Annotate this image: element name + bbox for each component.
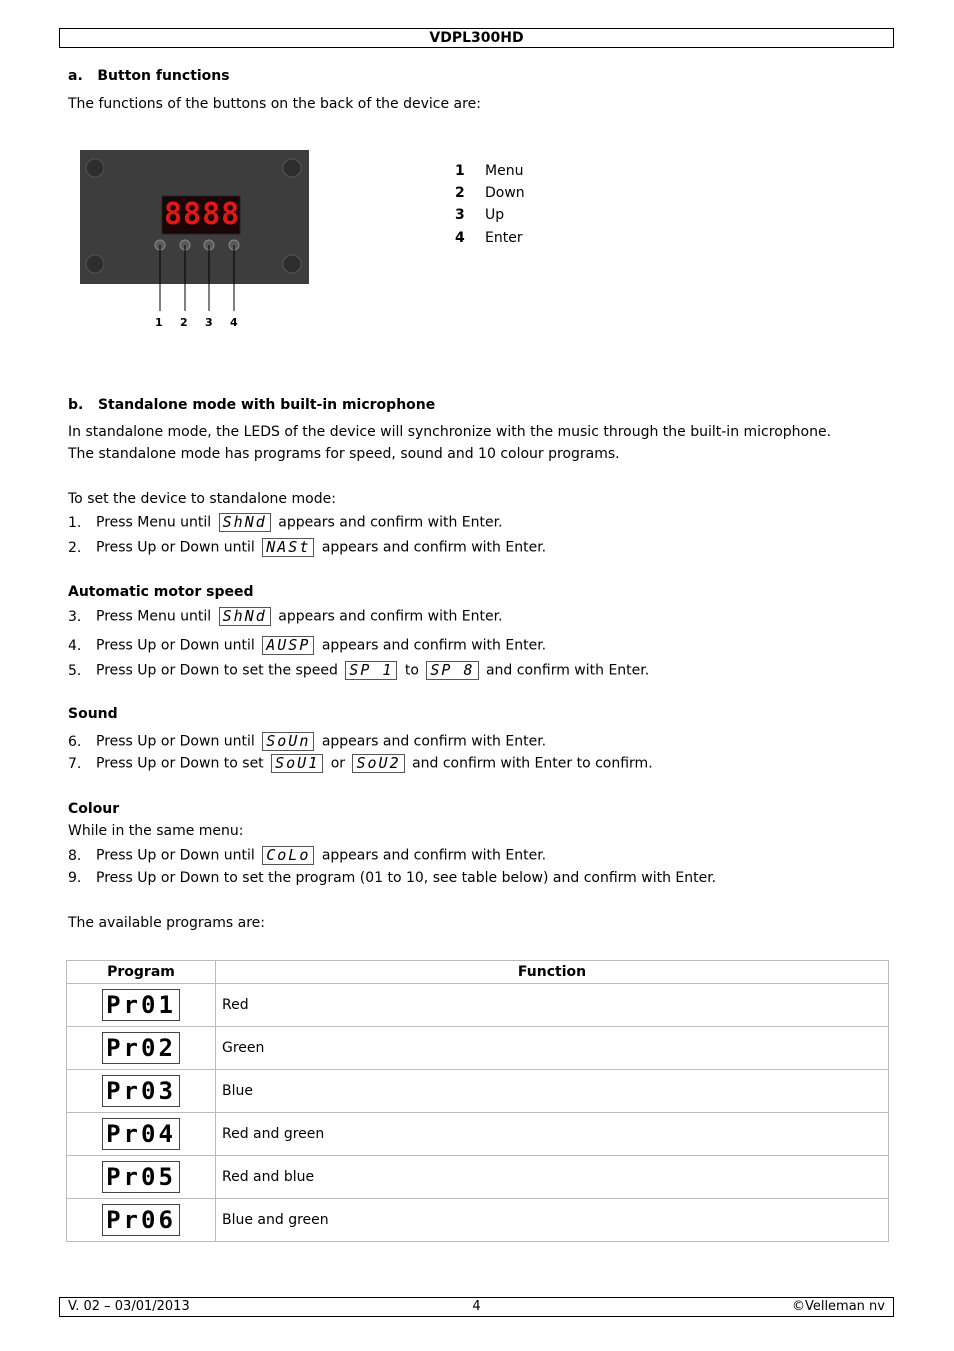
legend-item: 4 Enter bbox=[455, 230, 523, 246]
lcd-code: SoUn bbox=[262, 732, 314, 751]
section-a-heading: a. Button functions bbox=[68, 68, 230, 84]
sound-heading: Sound bbox=[68, 706, 118, 722]
program-code-cell bbox=[67, 1070, 216, 1113]
step-4: 4. Press Up or Down until AUSP appears and confirm with Enter. bbox=[68, 636, 547, 654]
programs-table bbox=[66, 960, 889, 1242]
step-6: 6. Press Up or Down until SoUn appears and confirm with Enter. bbox=[68, 732, 547, 750]
column-header-program: Program bbox=[67, 961, 216, 984]
lcd-code: AUSP bbox=[262, 636, 314, 655]
table-header-row bbox=[67, 961, 889, 984]
step-8: 8. Press Up or Down until CoLo appears and confirm with Enter. bbox=[68, 846, 547, 864]
function-cell: Red bbox=[216, 984, 889, 1027]
function-cell: Red and blue bbox=[216, 1156, 889, 1199]
lcd-code: SP 8 bbox=[426, 661, 478, 680]
table-row bbox=[67, 1199, 889, 1242]
motor-heading: Automatic motor speed bbox=[68, 584, 254, 600]
function-cell: Red and green bbox=[216, 1113, 889, 1156]
lcd-code: CoLo bbox=[262, 846, 314, 865]
section-b-heading: b. Standalone mode with built-in microphone bbox=[68, 397, 436, 413]
program-code-cell bbox=[67, 1199, 216, 1242]
paragraph: To set the device to standalone mode: bbox=[68, 491, 336, 507]
function-cell: Green bbox=[216, 1027, 889, 1070]
step-9: 9. Press Up or Down to set the program (01 to 10, see table below) and confirm with Enter. bbox=[68, 870, 717, 886]
program-code-cell bbox=[67, 1156, 216, 1199]
button-label-4: 4 bbox=[230, 316, 238, 329]
footer-version: V. 02 – 03/01/2013 bbox=[68, 1299, 190, 1314]
led-display: 8888 bbox=[164, 197, 241, 232]
program-lcd: Pr04 bbox=[102, 1118, 180, 1150]
step-3: 3. Press Menu until ShNd appears and confirm with Enter. bbox=[68, 607, 503, 625]
program-code-cell bbox=[67, 984, 216, 1027]
lcd-code: NASt bbox=[262, 538, 314, 557]
colour-heading: Colour bbox=[68, 801, 120, 817]
column-header-function: Function bbox=[216, 961, 889, 984]
button-label-3: 3 bbox=[205, 316, 213, 329]
button-pointer-lines bbox=[80, 245, 309, 335]
lcd-code: ShNd bbox=[219, 513, 271, 532]
program-lcd: Pr06 bbox=[102, 1204, 180, 1236]
step-1: 1. Press Menu until ShNd appears and confirm with Enter. bbox=[68, 513, 503, 531]
button-label-1: 1 bbox=[155, 316, 163, 329]
footer-copyright: ©Velleman nv bbox=[791, 1299, 885, 1314]
lcd-code: SoU2 bbox=[352, 754, 404, 773]
function-cell: Blue bbox=[216, 1070, 889, 1113]
program-code-cell bbox=[67, 1113, 216, 1156]
legend-item: 3 Up bbox=[455, 207, 505, 223]
function-cell: Blue and green bbox=[216, 1199, 889, 1242]
paragraph: While in the same menu: bbox=[68, 823, 244, 839]
legend-item: 2 Down bbox=[455, 185, 525, 201]
paragraph: The standalone mode has programs for speed, sound and 10 colour programs. bbox=[68, 446, 620, 462]
program-lcd: Pr03 bbox=[102, 1075, 180, 1107]
program-lcd: Pr01 bbox=[102, 989, 180, 1021]
step-7: 7. Press Up or Down to set SoU1 or SoU2 and confirm with Enter to confirm. bbox=[68, 754, 653, 772]
lcd-code: SoU1 bbox=[271, 754, 323, 773]
table-row bbox=[67, 984, 889, 1027]
section-a-intro: The functions of the buttons on the back of the device are: bbox=[68, 96, 481, 112]
paragraph: In standalone mode, the LEDS of the device will synchronize with the music through the built-in microphone. bbox=[68, 424, 832, 440]
program-code-cell bbox=[67, 1027, 216, 1070]
document-title: VDPL300HD bbox=[429, 30, 524, 46]
table-row bbox=[67, 1156, 889, 1199]
programs-intro: The available programs are: bbox=[68, 915, 265, 931]
legend-item: 1 Menu bbox=[455, 163, 524, 179]
program-lcd: Pr05 bbox=[102, 1161, 180, 1193]
page-footer bbox=[59, 1297, 894, 1317]
table-row bbox=[67, 1113, 889, 1156]
program-lcd: Pr02 bbox=[102, 1032, 180, 1064]
lcd-code: SP 1 bbox=[345, 661, 397, 680]
step-5: 5. Press Up or Down to set the speed SP 1 to SP 8 and confirm with Enter. bbox=[68, 661, 650, 679]
button-label-2: 2 bbox=[180, 316, 188, 329]
footer-page-number: 4 bbox=[472, 1299, 481, 1314]
page-header bbox=[59, 28, 894, 48]
table-row bbox=[67, 1070, 889, 1113]
lcd-code: ShNd bbox=[219, 607, 271, 626]
step-2: 2. Press Up or Down until NASt appears and confirm with Enter. bbox=[68, 538, 547, 556]
table-row bbox=[67, 1027, 889, 1070]
